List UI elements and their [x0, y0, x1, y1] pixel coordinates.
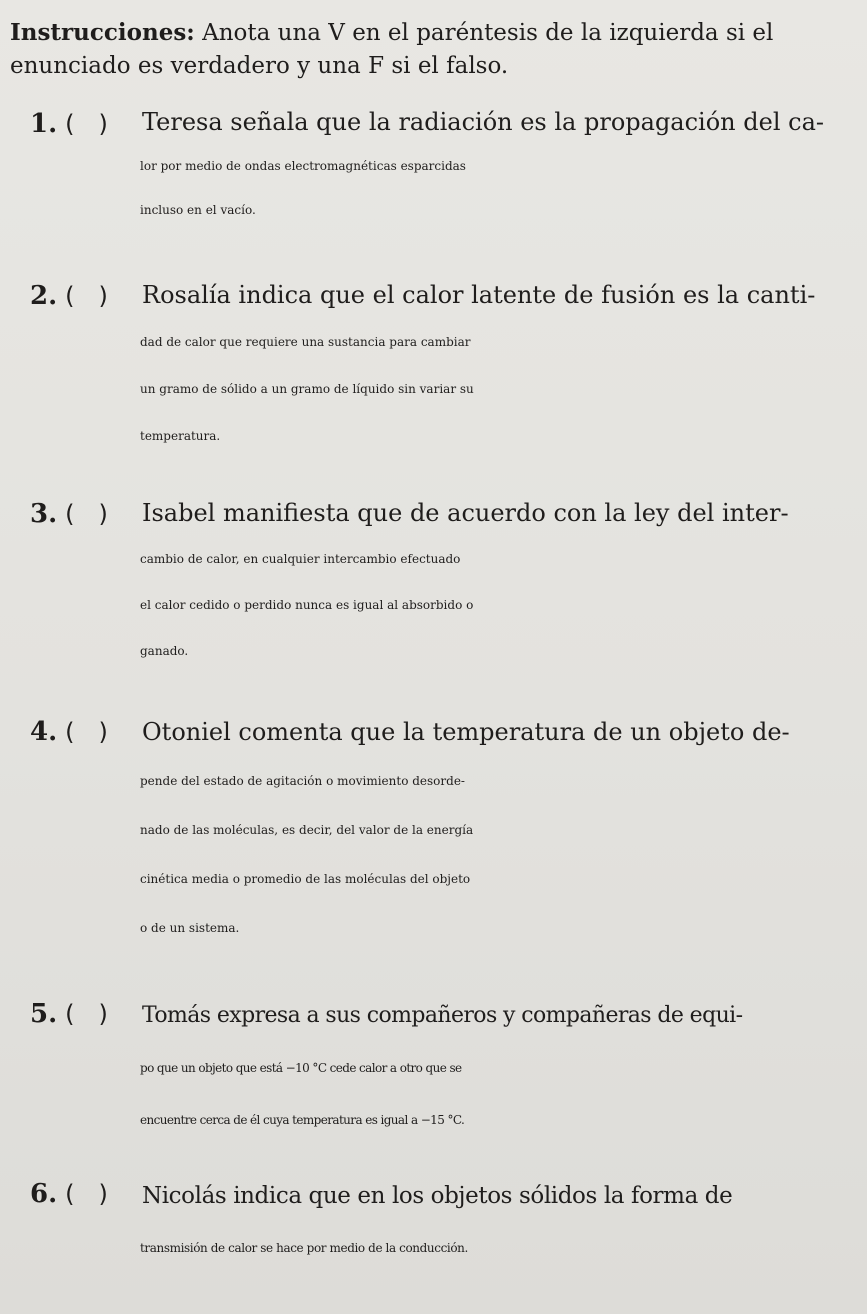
statement-line: ganado.: [140, 644, 189, 658]
statement-number: 4.: [30, 717, 58, 747]
statement-line: Nicolás indica que en los objetos sólidos la forma de: [142, 1183, 733, 1209]
statement-head: [30, 100, 138, 148]
statement-text: [142, 1170, 855, 1274]
statement-line: po que un objeto que está −10 °C cede calor a otro que se: [140, 1061, 462, 1075]
answer-paren-open: (: [65, 282, 75, 310]
statement-text: [142, 100, 855, 232]
statement-line: cambio de calor, en cualquier intercambio efectuado: [140, 552, 461, 566]
answer-paren-close: ): [98, 718, 108, 746]
answer-paren-open: (: [65, 718, 75, 746]
statement-line: o de un sistema.: [140, 921, 240, 935]
statement-text: [142, 708, 855, 953]
statement-line: un gramo de sólido a un gramo de líquido sin variar su: [140, 382, 474, 396]
statement-line: el calor cedido o perdido nunca es igual al absorbido o: [140, 598, 474, 612]
instructions-lead: Instrucciones:: [10, 19, 195, 46]
instructions-line-2: enunciado es verdadero y una F si el falso.: [10, 53, 509, 79]
statement-text: [142, 490, 855, 674]
instructions-text: Anota una V en el paréntesis de la izquierda si el: [194, 20, 774, 46]
statement-number: 2.: [30, 281, 58, 311]
statement-line: Isabel manifiesta que de acuerdo con la ley del inter-: [142, 499, 789, 527]
answer-paren-close: ): [98, 1180, 108, 1208]
instructions-line-1: [10, 16, 855, 50]
statement-text: [142, 990, 855, 1146]
answer-paren-open: (: [65, 1000, 75, 1028]
statement-line: Tomás expresa a sus compañeros y compañeras de equi-: [142, 1003, 743, 1028]
statement-number: 3.: [30, 499, 58, 529]
statement-line: cinética media o promedio de las moléculas del objeto: [140, 872, 471, 886]
statement-head: [30, 1170, 138, 1218]
answer-paren-close: ): [98, 1000, 108, 1028]
answer-paren-open: (: [65, 110, 75, 138]
answer-paren-open: (: [65, 500, 75, 528]
statement-text: [142, 272, 855, 460]
answer-paren-open: (: [65, 1180, 75, 1208]
statement-head: [30, 272, 138, 320]
statement-line: transmisión de calor se hace por medio de la conducción.: [140, 1241, 468, 1255]
answer-paren-close: ): [98, 500, 108, 528]
statement-line: lor por medio de ondas electromagnéticas esparcidas: [140, 159, 466, 173]
statement-head: [30, 708, 138, 756]
statement-line: pende del estado de agitación o movimiento desorde-: [140, 774, 465, 788]
statement-line: temperatura.: [140, 429, 221, 443]
statement-head: [30, 990, 138, 1038]
statement-line: encuentre cerca de él cuya temperatura es igual a −15 °C.: [140, 1113, 465, 1127]
statement-number: 5.: [30, 999, 58, 1029]
statement-line: Rosalía indica que el calor latente de fusión es la canti-: [142, 281, 816, 309]
statement-line: nado de las moléculas, es decir, del valor de la energía: [140, 823, 474, 837]
answer-paren-close: ): [98, 110, 108, 138]
statement-number: 1.: [30, 109, 58, 139]
statement-head: [30, 490, 138, 538]
statement-line: Otoniel comenta que la temperatura de un objeto de-: [142, 718, 790, 746]
statement-line: incluso en el vacío.: [140, 203, 256, 217]
answer-paren-close: ): [98, 282, 108, 310]
statement-number: 6.: [30, 1179, 58, 1209]
statement-line: Teresa señala que la radiación es la propagación del ca-: [142, 108, 824, 136]
statement-line: dad de calor que requiere una sustancia para cambiar: [140, 335, 471, 349]
instructions: [10, 16, 855, 83]
